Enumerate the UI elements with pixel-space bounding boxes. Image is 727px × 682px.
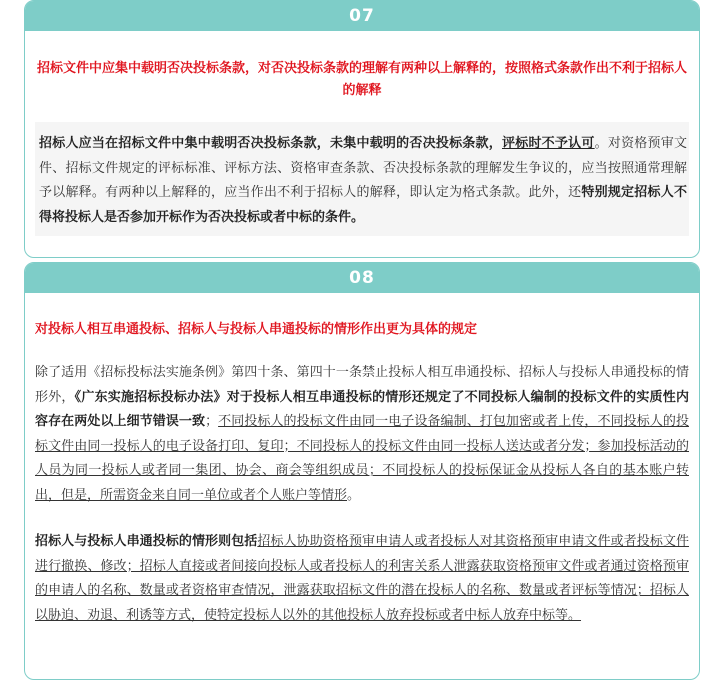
plain-text: 。对资格预审文件、招标文件规定的评标标准、评标方法、资格审查条款、否决投标条款的理解发生争议的，应当按照通常理解予以解释。有两种以上解释的，应当作出不利于招标人的解释，即认定为格式条款。此外，还 <box>39 136 687 200</box>
section-card-08 <box>24 262 700 680</box>
paragraph-08-1 <box>35 361 689 508</box>
bold-text: 特别规定招标人不得将投标人是否参加开标作为否决投标或者中标的条件。 <box>39 185 687 225</box>
underlined-text: 招标人协助资格预审申请人或者投标人对其资格预审申请文件或者投标文件进行撤换、修改；招标人直接或者间接向投标人或者投标人的利害关系人泄露获取资格预审文件或者通过资格预审的申请人的名称、数量或者资格审查情况，泄露获取招标文件的潜在投标人的名称、数量或者评标等情况；招标人以胁迫、劝退、利诱等方式，使特定投标人以外的其他投标人放弃投标或者中标人放弃中标等。 <box>35 534 689 623</box>
section-number-08: 08 <box>25 263 699 293</box>
bold-text: 招标人应当在招标文件中集中载明否决投标条款，未集中载明的否决投标条款， <box>39 136 502 151</box>
section-number-07: 07 <box>25 1 699 31</box>
paragraph-08-2 <box>35 530 689 628</box>
section-body-07 <box>35 122 689 236</box>
underlined-bold-text: 评标时不予认可 <box>502 136 595 151</box>
bold-text: 招标人与投标人串通投标的情形则包括 <box>35 534 258 549</box>
section-card-07 <box>24 0 700 258</box>
plain-text: 。 <box>347 487 361 503</box>
paragraph-07 <box>39 132 687 230</box>
section-heading-08: 对投标人相互串通投标、招标人与投标人串通投标的情形作出更为具体的规定 <box>35 322 478 337</box>
underlined-text: 不同投标人的投标文件由同一电子设备编制、打包加密或者上传，不同投标人的投标文件由同一投标人的电子设备打印、复印；不同投标人的投标文件由同一投标人送达或者分发；参加投标活动的人员为同一投标人或者同一集团、协会、商会等组织成员；不同投标人的投标保证金从投标人各自的基本账户转出，但是，所需资金来自同一单位或者个人账户等情形 <box>35 414 689 503</box>
plain-text: 除了适用《招标投标法实施条例》第四十条、第四十一条禁止投标人相互串通投标、招标人与投标人串通投标的情形外， <box>35 365 689 405</box>
plain-text: ； <box>205 414 219 429</box>
section-heading-07: 招标文件中应集中载明否决投标条款，对否决投标条款的理解有两种以上解释的，按照格式条款作出不利于招标人的解释 <box>36 61 687 98</box>
bold-text: 《广东实施招标投标办法》对于投标人相互串通投标的情形还规定了不同投标人编制的投标文件的实质性内容存在两处以上细节错误一致 <box>35 389 689 429</box>
